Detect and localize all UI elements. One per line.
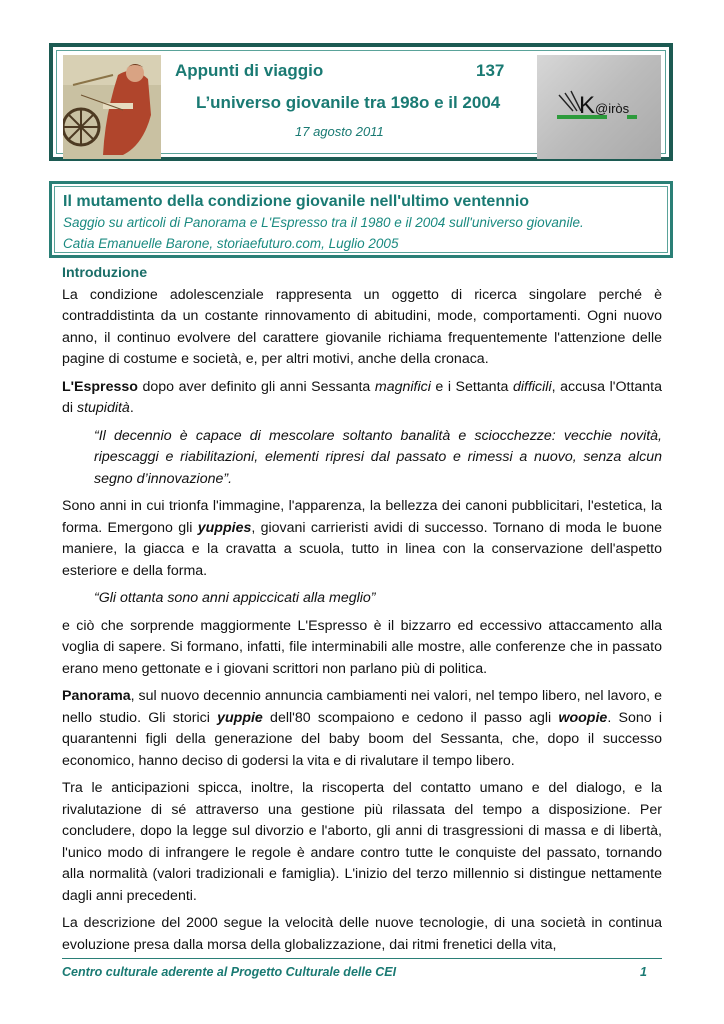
paragraph-2 — [62, 377, 662, 420]
paragraph-2-text-a: dopo aver definito gli anni Sessanta — [137, 378, 375, 395]
paragraph-7: La descrizione del 2000 segue la velocità delle nuove tecnologie, di una società in continua evoluzione presa dalla morsa della globalizzazione, dai ritmi frenetici della vita, — [62, 915, 662, 953]
word-yuppies: yuppies — [197, 519, 252, 536]
quote-1: “Il decennio è capace di mescolare soltanto banalità e sciocchezze: vecchie novità, ripescaggi e riabilitazioni, elementi ripresi dal passato e rimessi a nuovo, senza alcun segno d’innovazione”. — [94, 427, 662, 487]
header-subtitle: L’universo giovanile tra 198o e il 2004 — [196, 93, 501, 112]
kairos-logo-text: @iròs — [595, 101, 630, 116]
paragraph-2-text-d: . — [129, 400, 134, 416]
kairos-logo-letter: K — [579, 92, 596, 119]
article-author: Catia Emanuelle Barone, storiaefuturo.com, Luglio 2005 — [63, 236, 399, 251]
paragraph-2-text-c: , accusa l'Ottanta di — [62, 378, 662, 416]
paragraph-3-text-a: Sono anni in cui trionfa l'immagine, l'apparenza, la bellezza dei canoni pubblicitari, l'estetica, la forma. Emergono gli — [62, 498, 662, 536]
article-info-inner — [54, 186, 668, 253]
paragraph-2-text-b: e i Settanta — [430, 378, 513, 395]
painting-illustration — [63, 55, 161, 159]
page-number: 1 — [640, 965, 647, 979]
section-heading-introduzione: Introduzione — [62, 265, 148, 281]
header-issue-number: 137 — [476, 61, 505, 80]
header-date: 17 agosto 2011 — [295, 124, 384, 139]
header-series-title: Appunti di viaggio — [175, 61, 324, 80]
paragraph-5-text-a: , sul nuovo decennio annuncia cambiamenti nei valori, nel tempo libero, nel lavoro, e nello studio. Gli storici — [62, 688, 662, 726]
paragraph-5 — [62, 686, 662, 772]
article-title: Il mutamento della condizione giovanile nell'ultimo ventennio — [63, 193, 530, 210]
word-magnifici: magnifici — [374, 378, 431, 395]
paragraph-6: Tra le anticipazioni spicca, inoltre, la riscoperta del contatto umano e del dialogo, e la rivalutazione di sé attraverso una gestione più rilassata del tempo a disposizione. Per concludere, dopo la legge sul divorzio e l'aborto, gli anni di trasgressioni di massa e di libertà, l'unico modo di infrangere le regole è andare contro tutte le conquiste del passato, tornando alla normalità (valori tradizionali e famiglia). L'inizio del terzo millennio si distingue nettamente dagli anni precedenti. — [62, 780, 662, 904]
footer-divider — [62, 958, 662, 959]
word-woopie: woopie — [558, 709, 608, 726]
paragraph-5-text-c: . Sono i quarantenni figli della generazione del baby boom del Sessanta, che, dopo il successo economico, hanno deciso di godersi la vita e di rivalutare il tempo libero. — [62, 709, 662, 769]
word-difficili: difficili — [512, 378, 552, 395]
panorama-label: Panorama — [62, 688, 131, 704]
header-painting-image — [63, 55, 161, 159]
article-description: Saggio su articoli di Panorama e L'Espresso tra il 1980 e il 2004 sull'universo giovanile. — [63, 215, 584, 230]
header-inner — [56, 50, 666, 154]
word-yuppie: yuppie — [217, 709, 263, 726]
article-info-box — [49, 181, 673, 258]
header-frame — [49, 43, 673, 161]
paragraph-3-text-b: , giovani carrieristi avidi di successo. Tornano di moda le buone maniere, la giacca e la cravatta a scuola, tutto in linea con la conservazione dell'aspetto esteriore e della forma. — [62, 519, 663, 579]
word-stupidita: stupidità — [76, 400, 130, 416]
paragraph-5-text-b: dell'80 scompaiono e cedono il passo agli — [262, 709, 559, 726]
espresso-label: L'Espresso — [62, 378, 138, 395]
kairos-logo — [537, 55, 661, 159]
paragraph-3 — [62, 496, 662, 582]
footer-text: Centro culturale aderente al Progetto Culturale delle CEI — [62, 965, 397, 979]
paragraph-1: La condizione adolescenziale rappresenta un oggetto di ricerca singolare perché è contraddistinta da un costante rinnovamento di abitudini, mode, comportamenti. Ogni nuovo anno, il continuo evolvere del carattere giovanile richiama frequentemente l'attenzione delle pagine di costume e società, e, per altri motivi, anche della cronaca. — [62, 286, 662, 367]
kairos-logo-graphic — [537, 55, 661, 159]
document-body — [62, 263, 662, 962]
quote-2: “Gli ottanta sono anni appiccicati alla meglio” — [94, 590, 376, 606]
paragraph-4: e ciò che sorprende maggiormente L'Espresso è il bizzarro ed eccessivo attaccamento alla voglia di sapere. Si formano, infatti, file interminabili alle mostre, alle conferenze che in passato erano meno gettonate e i giovani scrittori non parlano più di politica. — [62, 617, 662, 677]
